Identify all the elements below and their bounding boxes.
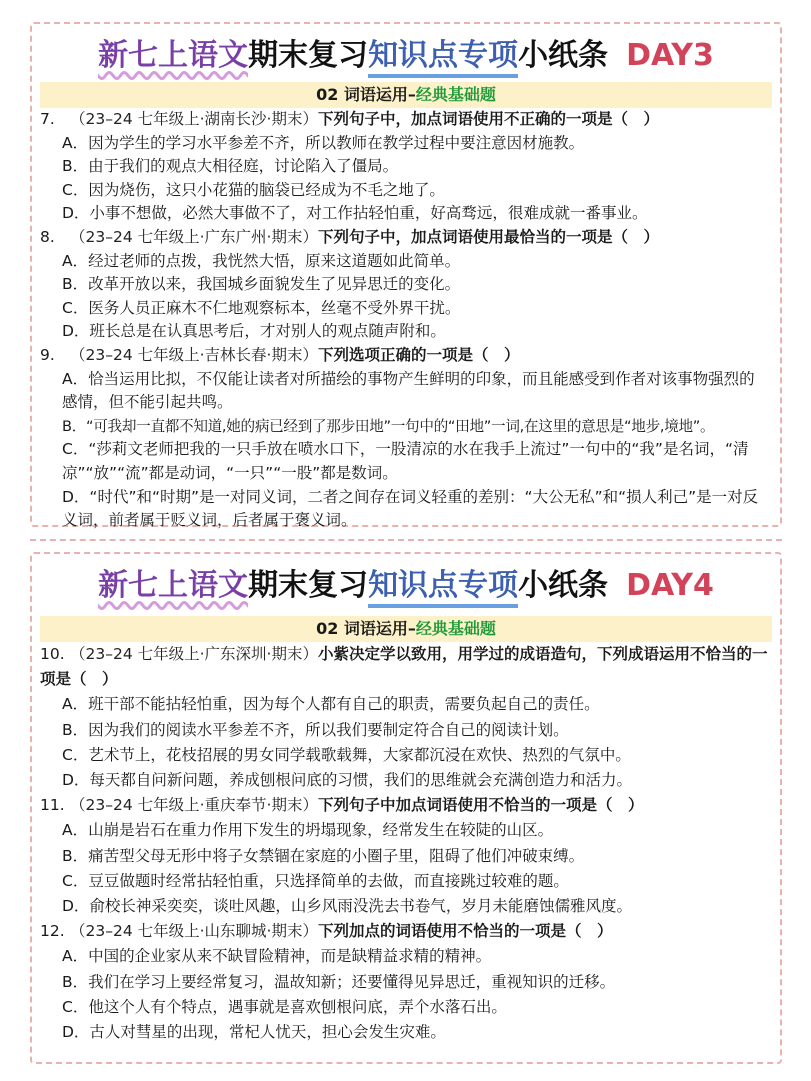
option-a: A．恰当运用比拟，不仅能让读者对所描绘的事物产生鲜明的印象，而且能感受到作者对该事物强烈的感情，但不能引起共鸣。 — [62, 369, 755, 412]
option-c: C．医务人员正麻木不仁地观察标本，丝毫不受外界干扰。 — [62, 298, 461, 317]
section-header — [40, 616, 772, 642]
option-c: C．“莎莉文老师把我的一只手放在喷水口下，一股清凉的水在我手上流过”一句中的“我”是名词，“清凉”“放”“流”都是动词，“一只”“一股”都是数词。 — [62, 440, 749, 482]
question-stem: 下列句子中，加点词语使用最恰当的一项是（ ） — [317, 227, 659, 246]
title-part1: 新七上语文 — [98, 568, 249, 603]
day3-card — [30, 22, 782, 530]
question-number: 11. — [40, 796, 65, 815]
option-b: B．痛苦型父母无形中将子女禁锢在家庭的小圈子里，阻碍了他们冲破束缚。 — [62, 846, 585, 865]
question-number: 7. — [40, 110, 55, 128]
question-stem: 小紫决定学以致用，用学过的成语造句，下列成语运用不恰当的一项是（ ） — [40, 645, 768, 689]
question-number: 12. — [40, 922, 65, 941]
question-9 — [40, 344, 770, 368]
option-a: A．经过老师的点拨，我恍然大悟，原来这道题如此简单。 — [62, 251, 461, 270]
question-source: （23–24 七年级上·吉林长春·期末） — [70, 345, 318, 364]
question-stem: 下列句子中，加点词语使用不正确的一项是（ ） — [317, 110, 659, 128]
title-part4: 小纸条 — [518, 568, 609, 603]
day3-title — [32, 34, 780, 78]
question-number: 9. — [40, 345, 55, 364]
title-part3: 知识点专项 — [368, 38, 518, 78]
question-12 — [40, 919, 770, 944]
title-day: DAY4 — [626, 568, 714, 603]
option-b: B．因为我们的阅读水平参差不齐，所以我们要制定符合自己的阅读计划。 — [62, 720, 569, 739]
title-day: DAY3 — [626, 38, 714, 73]
question-number: 8. — [40, 227, 55, 246]
option-c: C．因为烧伤，这只小花猫的脑袋已经成为不毛之地了。 — [62, 180, 445, 199]
option-a: A．山崩是岩石在重力作用下发生的坍塌现象，经常发生在较陡的山区。 — [62, 821, 554, 840]
option-a: A．班干部不能拈轻怕重，因为每个人都有自己的职责，需要负起自己的责任。 — [62, 695, 600, 714]
cut-divider — [30, 539, 782, 541]
question-stem: 下列句子中加点词语使用不恰当的一项是（ ） — [317, 796, 644, 815]
option-b: B．改革开放以来，我国城乡面貌发生了见异思迁的变化。 — [62, 275, 461, 294]
option-d: D．小事不想做，必然大事做不了，对工作拈轻怕重，好高骛远，很难成就一番事业。 — [62, 204, 648, 223]
day4-card — [30, 552, 782, 1064]
section-highlight: 经典基础题 — [415, 619, 496, 638]
section-highlight: 经典基础题 — [415, 85, 496, 104]
question-source: （23–24 七年级上·山东聊城·期末） — [70, 922, 318, 941]
option-d: D．每天都自问新问题，养成刨根问底的习惯，我们的思维就会充满创造力和活力。 — [62, 771, 632, 790]
question-source: （23–24 七年级上·广东深圳·期末） — [70, 645, 318, 663]
option-c: C．艺术节上，花枝招展的男女同学载歌载舞，大家都沉浸在欢快、热烈的气氛中。 — [62, 745, 631, 764]
day3-questions — [40, 108, 770, 533]
option-b: B．由于我们的观点大相径庭，讨论陷入了僵局。 — [62, 157, 399, 176]
option-a: A．因为学生的学习水平参差不齐，所以教师在教学过程中要注意因材施教。 — [62, 133, 585, 152]
question-source: （23–24 七年级上·重庆奉节·期末） — [70, 796, 318, 815]
option-b: B．我们在学习上要经常复习，温故知新；还要懂得见异思迁，重视知识的迁移。 — [62, 972, 616, 991]
option-c: C．他这个人有个特点，遇事就是喜欢刨根问底，弄个水落石出。 — [62, 997, 507, 1016]
title-part1: 新七上语文 — [98, 38, 249, 73]
title-part3: 知识点专项 — [368, 568, 518, 608]
question-stem: 下列选项正确的一项是（ ） — [317, 345, 520, 364]
option-d: D．班长总是在认真思考后，才对别人的观点随声附和。 — [62, 322, 446, 341]
option-d: D．俞校长神采奕奕，谈吐风趣，山乡风雨没洗去书卷气，岁月未能磨蚀儒雅风度。 — [62, 897, 632, 916]
section-prefix: 02 词语运用– — [316, 619, 416, 638]
question-10 — [40, 642, 770, 692]
option-c: C．豆豆做题时经常拈轻怕重，只选择简单的去做，而直接跳过较难的题。 — [62, 871, 569, 890]
day4-title — [32, 564, 780, 608]
section-header — [40, 82, 772, 108]
question-7 — [40, 108, 770, 132]
option-b: B．“可我却一直都不知道,她的病已经到了那步田地”一句中的“田地”一词,在这里的意思是“地步,境地”。 — [62, 417, 715, 435]
title-part2: 期末复习 — [248, 568, 369, 603]
option-a: A．中国的企业家从来不缺冒险精神，而是缺精益求精的精神。 — [62, 947, 492, 966]
day4-questions — [40, 642, 770, 1045]
question-stem: 下列加点的词语使用不恰当的一项是（ ） — [317, 922, 613, 941]
question-8 — [40, 226, 770, 250]
option-d: D．古人对彗星的出现，常杞人忧天，担心会发生灾难。 — [62, 1023, 446, 1042]
question-source: （23–24 七年级上·湖南长沙·期末） — [70, 110, 318, 128]
section-prefix: 02 词语运用– — [316, 85, 416, 104]
question-11 — [40, 793, 770, 818]
title-part2: 期末复习 — [248, 38, 369, 73]
question-source: （23–24 七年级上·广东广州·期末） — [70, 227, 318, 246]
option-d: D．“时代”和“时期”是一对同义词，二者之间存在词义轻重的差别：“大公无私”和“损人利己”是一对反义词，前者属于贬义词，后者属于褒义词。 — [62, 487, 759, 530]
title-part4: 小纸条 — [518, 38, 609, 73]
question-number: 10. — [40, 645, 65, 663]
